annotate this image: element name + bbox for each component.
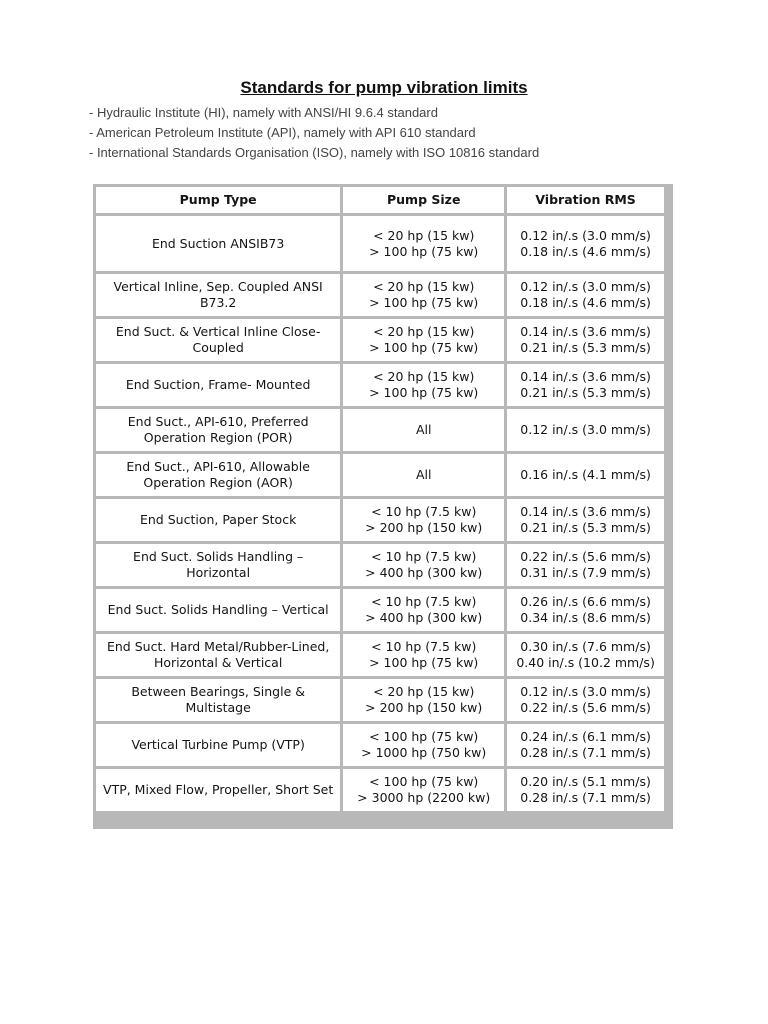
vibration-rms-line: 0.21 in/.s (5.3 mm/s) <box>520 340 651 355</box>
pump-size-line: > 100 hp (75 kw) <box>369 340 479 355</box>
cell-pump-size <box>343 454 504 496</box>
vibration-rms-line: 0.21 in/.s (5.3 mm/s) <box>520 385 651 400</box>
pump-size-line: All <box>415 422 432 437</box>
cell-pump-type: End Suct. Solids Handling – Vertical <box>96 589 340 631</box>
pump-size-line: > 100 hp (75 kw) <box>369 243 479 259</box>
vibration-rms-line: 0.20 in/.s (5.1 mm/s) <box>520 774 651 789</box>
vibration-rms-line: 0.14 in/.s (3.6 mm/s) <box>520 324 651 339</box>
vibration-limits-table <box>93 184 667 814</box>
pump-size-line: < 10 hp (7.5 kw) <box>371 549 477 564</box>
cell-pump-size <box>343 409 504 451</box>
cell-pump-size <box>343 544 504 586</box>
cell-pump-size <box>343 216 504 271</box>
cell-pump-type: End Suct. & Vertical Inline Close-Coupled <box>96 319 340 361</box>
cell-vibration-rms <box>507 499 664 541</box>
pump-size-line: > 200 hp (150 kw) <box>365 700 483 715</box>
cell-vibration-rms <box>507 679 664 721</box>
pump-size-line: < 100 hp (75 kw) <box>369 729 479 744</box>
table-row <box>96 544 664 586</box>
cell-pump-size <box>343 634 504 676</box>
vibration-rms-line: 0.28 in/.s (7.1 mm/s) <box>520 790 651 805</box>
table-header-row <box>96 187 664 213</box>
cell-pump-size <box>343 589 504 631</box>
pump-size-line: > 100 hp (75 kw) <box>369 655 479 670</box>
cell-pump-type: End Suct., API-610, Allowable Operation Region (AOR) <box>96 454 340 496</box>
cell-pump-size <box>343 274 504 316</box>
vibration-rms-line: 0.12 in/.s (3.0 mm/s) <box>520 279 651 294</box>
standards-list-item: - International Standards Organisation (ISO), namely with ISO 10816 standard <box>89 145 540 160</box>
vibration-rms-line: 0.12 in/.s (3.0 mm/s) <box>520 422 651 437</box>
table-row <box>96 589 664 631</box>
standards-list-item: - American Petroleum Institute (API), namely with API 610 standard <box>89 125 476 140</box>
table-row <box>96 364 664 406</box>
table-row <box>96 634 664 676</box>
vibration-rms-line: 0.21 in/.s (5.3 mm/s) <box>520 520 651 535</box>
cell-pump-size <box>343 499 504 541</box>
pump-size-line: < 20 hp (15 kw) <box>373 279 475 294</box>
pump-size-line: < 20 hp (15 kw) <box>373 227 475 243</box>
vibration-limits-table-frame <box>93 184 673 829</box>
vibration-rms-line: 0.22 in/.s (5.6 mm/s) <box>520 549 651 564</box>
cell-pump-type: VTP, Mixed Flow, Propeller, Short Set <box>96 769 340 811</box>
pump-size-line: < 20 hp (15 kw) <box>373 324 475 339</box>
cell-vibration-rms <box>507 319 664 361</box>
vibration-rms-line: 0.26 in/.s (6.6 mm/s) <box>520 594 651 609</box>
table-row <box>96 679 664 721</box>
pump-size-line: > 100 hp (75 kw) <box>369 385 479 400</box>
pump-size-line: < 20 hp (15 kw) <box>373 369 475 384</box>
cell-pump-type: Between Bearings, Single & Multistage <box>96 679 340 721</box>
vibration-rms-line: 0.14 in/.s (3.6 mm/s) <box>520 369 651 384</box>
cell-pump-size <box>343 724 504 766</box>
pump-size-line: > 100 hp (75 kw) <box>369 295 479 310</box>
table-row <box>96 216 664 271</box>
table-row <box>96 454 664 496</box>
cell-pump-size <box>343 319 504 361</box>
table-row <box>96 499 664 541</box>
cell-vibration-rms <box>507 634 664 676</box>
table-row <box>96 769 664 811</box>
vibration-rms-line: 0.18 in/.s (4.6 mm/s) <box>520 243 651 259</box>
cell-pump-type: End Suct. Solids Handling – Horizontal <box>96 544 340 586</box>
vibration-rms-line: 0.12 in/.s (3.0 mm/s) <box>520 227 651 243</box>
pump-size-line: > 3000 hp (2200 kw) <box>357 790 491 805</box>
cell-pump-type: End Suct. Hard Metal/Rubber-Lined, Horizontal & Vertical <box>96 634 340 676</box>
cell-vibration-rms <box>507 274 664 316</box>
vibration-rms-line: 0.40 in/.s (10.2 mm/s) <box>516 655 655 670</box>
cell-pump-type: End Suct., API-610, Preferred Operation Region (POR) <box>96 409 340 451</box>
cell-vibration-rms <box>507 544 664 586</box>
table-body <box>96 216 664 811</box>
vibration-rms-line: 0.22 in/.s (5.6 mm/s) <box>520 700 651 715</box>
header-pump-size: Pump Size <box>343 187 504 213</box>
cell-pump-size <box>343 679 504 721</box>
pump-size-line: < 20 hp (15 kw) <box>373 684 475 699</box>
standards-list <box>89 103 539 163</box>
pump-size-line: > 200 hp (150 kw) <box>365 520 483 535</box>
header-vibration-rms: Vibration RMS <box>507 187 664 213</box>
cell-pump-type: Vertical Turbine Pump (VTP) <box>96 724 340 766</box>
pump-size-line: < 10 hp (7.5 kw) <box>371 639 477 654</box>
cell-pump-type: End Suction, Paper Stock <box>96 499 340 541</box>
vibration-rms-line: 0.18 in/.s (4.6 mm/s) <box>520 295 651 310</box>
cell-pump-type: End Suction ANSIB73 <box>96 216 340 271</box>
pump-size-line: > 1000 hp (750 kw) <box>361 745 487 760</box>
vibration-rms-line: 0.31 in/.s (7.9 mm/s) <box>520 565 651 580</box>
cell-vibration-rms <box>507 724 664 766</box>
page-title: Standards for pump vibration limits <box>240 78 528 97</box>
cell-pump-size <box>343 364 504 406</box>
vibration-rms-line: 0.34 in/.s (8.6 mm/s) <box>520 610 651 625</box>
table-row <box>96 409 664 451</box>
cell-pump-size <box>343 769 504 811</box>
vibration-rms-line: 0.24 in/.s (6.1 mm/s) <box>520 729 651 744</box>
standards-list-item: - Hydraulic Institute (HI), namely with ANSI/HI 9.6.4 standard <box>89 105 438 120</box>
table-row <box>96 274 664 316</box>
cell-vibration-rms <box>507 409 664 451</box>
pump-size-line: < 10 hp (7.5 kw) <box>371 594 477 609</box>
cell-pump-type: End Suction, Frame- Mounted <box>96 364 340 406</box>
table-row <box>96 319 664 361</box>
vibration-rms-line: 0.30 in/.s (7.6 mm/s) <box>520 639 651 654</box>
pump-size-line: All <box>415 467 432 482</box>
cell-vibration-rms <box>507 589 664 631</box>
vibration-rms-line: 0.16 in/.s (4.1 mm/s) <box>520 467 651 482</box>
cell-vibration-rms <box>507 454 664 496</box>
table-row <box>96 724 664 766</box>
vibration-rms-line: 0.12 in/.s (3.0 mm/s) <box>520 684 651 699</box>
cell-vibration-rms <box>507 216 664 271</box>
cell-vibration-rms <box>507 364 664 406</box>
vibration-rms-line: 0.28 in/.s (7.1 mm/s) <box>520 745 651 760</box>
vibration-rms-line: 0.14 in/.s (3.6 mm/s) <box>520 504 651 519</box>
pump-size-line: > 400 hp (300 kw) <box>365 565 483 580</box>
pump-size-line: > 400 hp (300 kw) <box>365 610 483 625</box>
cell-vibration-rms <box>507 769 664 811</box>
header-pump-type: Pump Type <box>96 187 340 213</box>
pump-size-line: < 100 hp (75 kw) <box>369 774 479 789</box>
cell-pump-type: Vertical Inline, Sep. Coupled ANSI B73.2 <box>96 274 340 316</box>
pump-size-line: < 10 hp (7.5 kw) <box>371 504 477 519</box>
